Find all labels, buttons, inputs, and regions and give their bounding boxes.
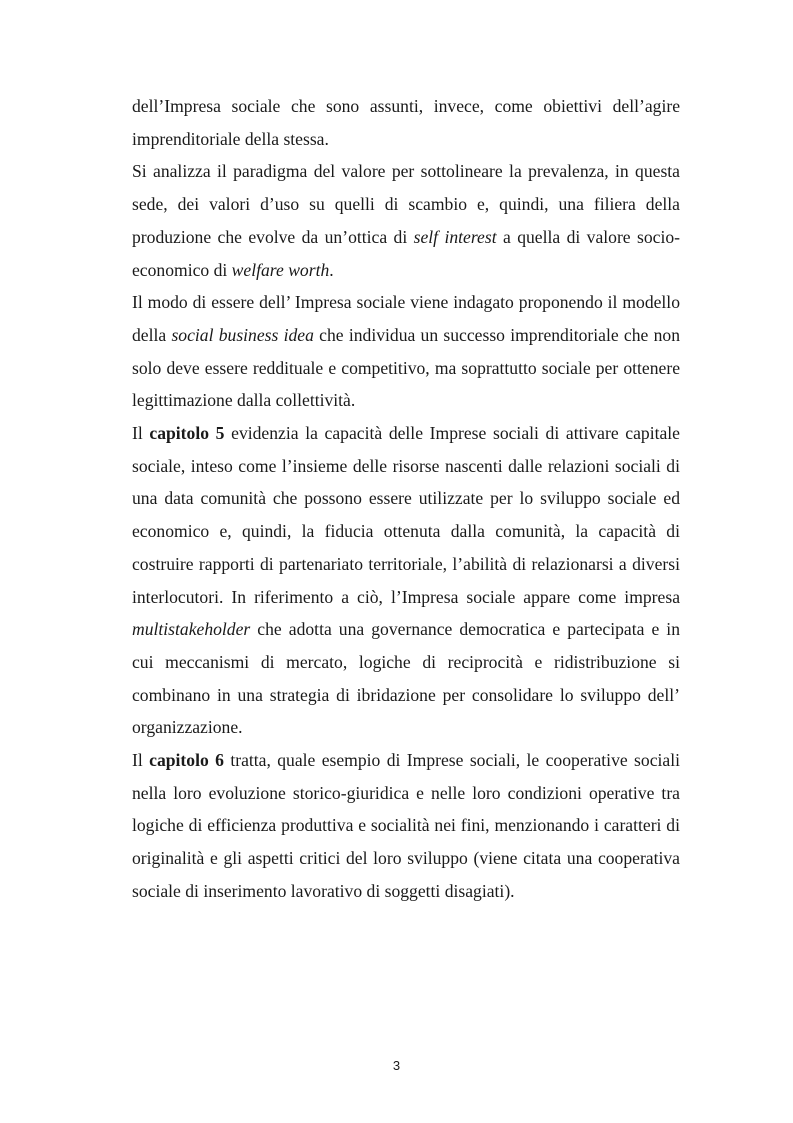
text-segment: dell’Impresa sociale che sono assunti, invece, come obiettivi dell’agire imprenditoriale della stessa.: [132, 96, 680, 149]
bold-term: capitolo 5: [149, 423, 225, 444]
text-segment: che individua un successo imprenditoriale che non solo deve essere reddituale e competitivo, ma soprattutto sociale per ottenere legittimazione dalla collettività.: [132, 324, 680, 411]
text-segment: che adotta una governance democratica e partecipata e in cui meccanismi di mercato, logiche di reciprocità e ridistribuzione si combinano in una strategia di ibridazione per consolidare lo sviluppo dell’ organizzazione.: [132, 619, 680, 738]
text-segment: .: [329, 259, 334, 280]
paragraph: [132, 744, 680, 908]
text-segment: a quella di valore socio-economico di: [132, 226, 680, 280]
italic-term: self interest: [413, 226, 497, 247]
bold-term: capitolo 6: [149, 750, 224, 771]
italic-term: welfare worth: [231, 259, 330, 280]
paragraph: [132, 90, 680, 155]
text-segment: tratta, quale esempio di Imprese sociali, le cooperative sociali nella loro evoluzione storico-giuridica e nelle loro condizioni operative tra logiche di efficienza produttiva e socialità nei fini, menzionando i caratteri di originalità e gli aspetti critici del loro sviluppo (viene citata una cooperativa sociale di inserimento lavorativo di soggetti disagiati).: [132, 750, 680, 901]
paragraph: [132, 155, 680, 286]
text-segment: Il: [132, 423, 150, 444]
paragraph: [132, 286, 680, 417]
text-segment: Il modo di essere dell’ Impresa sociale viene indagato proponendo il modello della: [132, 292, 680, 345]
italic-term: multistakeholder: [132, 619, 251, 640]
text-segment: Il: [132, 750, 150, 771]
italic-term: social business idea: [171, 324, 314, 345]
page-number: 3: [392, 1058, 401, 1073]
paragraph: [132, 417, 680, 744]
body-text: [132, 90, 680, 908]
text-segment: Si analizza il paradigma del valore per sottolineare la prevalenza, in questa sede, dei valori d’uso su quelli di scambio e, quindi, una filiera della produzione che evolve da un’ottica di: [132, 161, 680, 247]
text-segment: evidenzia la capacità delle Imprese sociali di attivare capitale sociale, inteso come l’insieme delle risorse nascenti dalle relazioni sociali di una data comunità che possono essere utilizzate per lo sviluppo sociale ed economico e, quindi, la fiducia ottenuta dalla comunità, la capacità di costruire rapporti di partenariato territoriale, l’abilità di relazionarsi a diversi interlocutori. In riferimento a ciò, l’Impresa sociale appare come impresa: [132, 423, 680, 607]
